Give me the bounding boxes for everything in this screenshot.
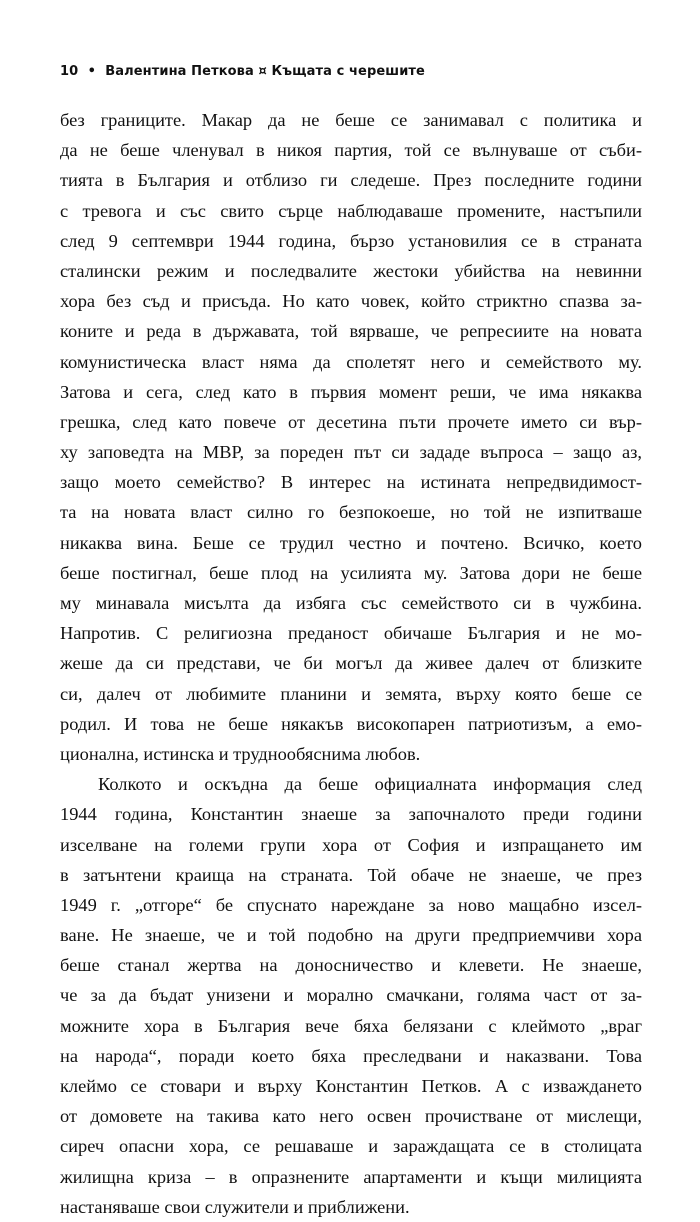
ornament-separator: ¤ bbox=[258, 64, 267, 79]
text-line: можните хора в България вече бяха белязани с клеймото „враг bbox=[60, 1015, 642, 1036]
text-line: сталински режим и последвалите жестоки убийства на невинни bbox=[60, 260, 642, 281]
text-line: от домовете на такива като него освен прочистване от мислещи, bbox=[60, 1106, 642, 1127]
text-line: та на новата власт силно го безпокоеше, но той не изпитваше bbox=[60, 502, 642, 523]
text-line: защо моето семейство? В интерес на истината непредвидимост- bbox=[60, 472, 642, 493]
text-line: в затънтени краища на страната. Той обаче не знаеше, че през bbox=[60, 864, 642, 885]
text-line: коните и реда в държавата, той вярваше, че репресиите на новата bbox=[60, 321, 642, 342]
paragraph bbox=[60, 105, 642, 769]
book-page bbox=[60, 64, 642, 1222]
text-line: 1949 г. „отгоре“ бе спуснато нареждане за ново мащабно изсел- bbox=[60, 894, 642, 915]
text-line: комунистическа власт няма да сполетят него и семейството му. bbox=[60, 351, 642, 372]
text-line: Колкото и оскъдна да беше официалната информация след bbox=[98, 774, 642, 795]
text-line: беше постигнал, беше плод на усилията му. Затова дори не беше bbox=[60, 562, 642, 583]
text-line: ху заповедта на МВР, за пореден път си зададе въпроса – защо аз, bbox=[60, 442, 642, 463]
bullet-separator: • bbox=[87, 64, 96, 79]
text-line: Напротив. С религиозна преданост обичаше България и не мо- bbox=[60, 623, 642, 644]
text-line: изселване на големи групи хора от София и изпращането им bbox=[60, 834, 642, 855]
text-line: сиреч опасни хора, се решаваше и зараждащата се в столицата bbox=[60, 1136, 642, 1157]
text-line: родил. И това не беше някакъв високопарен патриотизъм, а емо- bbox=[60, 713, 642, 734]
text-line: без границите. Макар да не беше се занимавал с политика и bbox=[60, 110, 642, 130]
text-line: 1944 година, Константин знаеше за започналото преди години bbox=[60, 804, 642, 825]
text-line: ционална, истинска и труднообяснима любов. bbox=[60, 743, 421, 764]
text-line: никаква вина. Беше се трудил честно и почтено. Всичко, което bbox=[60, 532, 642, 553]
text-line: настаняваше свои служители и приближени. bbox=[60, 1196, 410, 1217]
author-name: Валентина Петкова bbox=[105, 64, 254, 79]
text-line: че за да бъдат унизени и морално смачкани, голяма част от за- bbox=[60, 985, 642, 1006]
text-line: жилищна криза – в опразнените апартаменти и къщи милицията bbox=[60, 1166, 642, 1187]
text-line: му минавала мисълта да избяга със семейството си в чужбина. bbox=[60, 593, 642, 613]
text-line: след 9 септември 1944 година, бързо установилия се в страната bbox=[60, 230, 642, 251]
text-line: да не беше членувал в никоя партия, той се вълнуваше от съби- bbox=[60, 140, 642, 161]
body-text bbox=[60, 105, 642, 1222]
text-line: жеше да си представи, че би могъл да живее далеч от близките bbox=[60, 653, 642, 674]
text-line: тията в България и отблизо ги следеше. През последните години bbox=[60, 170, 642, 191]
text-line: с тревога и със свито сърце наблюдаваше промените, настъпили bbox=[60, 200, 642, 221]
book-title: Къщата с черешите bbox=[271, 64, 425, 79]
text-line: ване. Не знаеше, че и той подобно на други предприемчиви хора bbox=[60, 925, 642, 946]
text-line: хора без съд и присъда. Но като човек, който стриктно спазва за- bbox=[60, 291, 642, 312]
text-line: си, далеч от любимите планини и земята, върху която беше се bbox=[60, 683, 642, 704]
paragraph bbox=[60, 769, 642, 1222]
text-line: грешка, след като повече от десетина пъти прочете името си вър- bbox=[60, 411, 642, 432]
text-line: беше станал жертва на доносничество и клевети. Не знаеше, bbox=[60, 955, 642, 976]
running-header bbox=[60, 64, 642, 79]
text-line: на народа“, поради което бяха преследвани и наказвани. Това bbox=[60, 1045, 642, 1066]
text-line: клеймо се стовари и върху Константин Петков. А с изваждането bbox=[60, 1076, 642, 1096]
page-number: 10 bbox=[60, 64, 79, 79]
text-line: Затова и сега, след като в първия момент реши, че има някаква bbox=[60, 381, 642, 402]
